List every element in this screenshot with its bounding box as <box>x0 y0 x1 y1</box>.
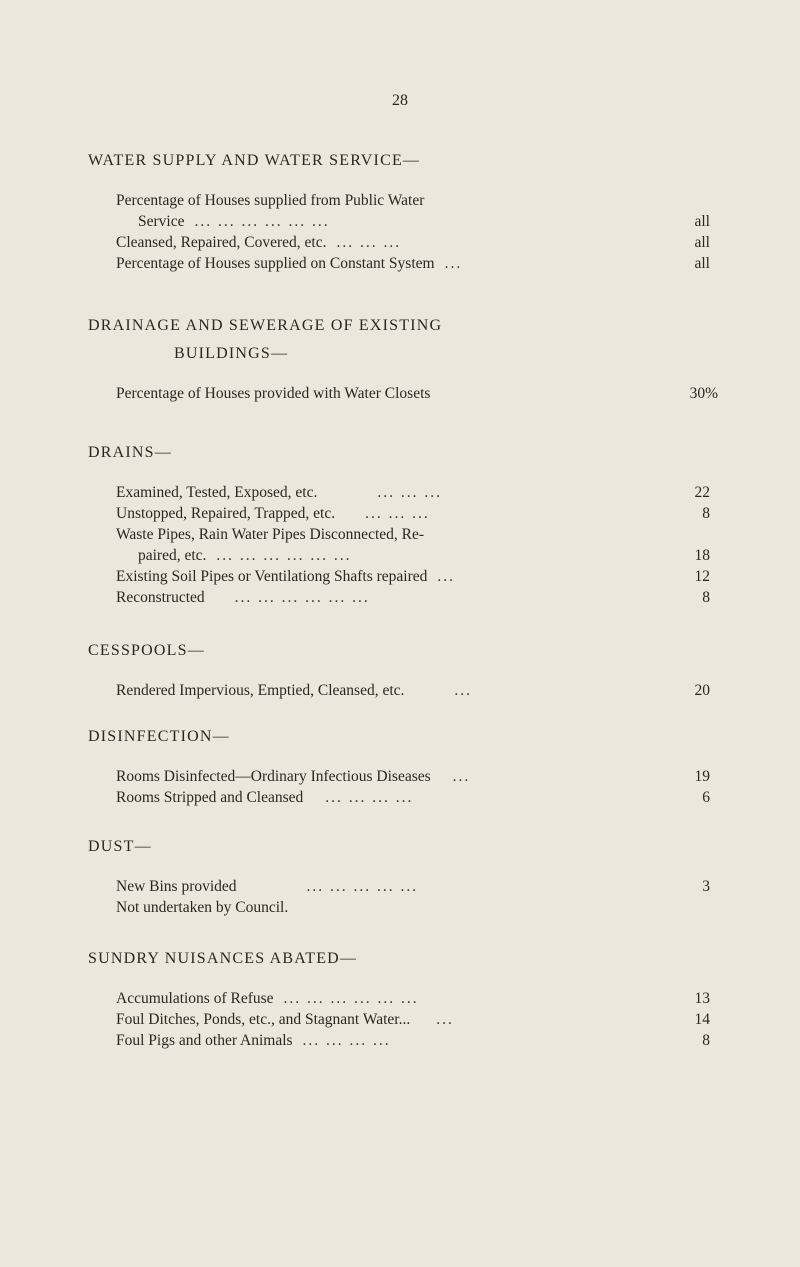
table-row <box>88 524 728 566</box>
row-value: 6 <box>702 789 710 806</box>
section-heading: DRAINS— <box>88 444 172 461</box>
table-row <box>88 383 728 404</box>
table-row <box>88 190 728 232</box>
leader-dots: ... <box>454 682 473 699</box>
table-row <box>88 253 728 274</box>
leader-dots: ... <box>436 1011 454 1028</box>
row-value: all <box>694 234 710 251</box>
row-label: Rendered Impervious, Emptied, Cleansed, etc. <box>116 682 405 699</box>
row-label: Foul Pigs and other Animals <box>116 1032 293 1049</box>
row-value: 8 <box>702 1032 710 1049</box>
leader-dots: ... <box>452 768 471 785</box>
table-row <box>88 587 728 608</box>
row-label-continued: Service <box>138 213 185 230</box>
section-sundry-nuisances <box>88 948 728 1051</box>
row-label: Accumulations of Refuse <box>116 990 274 1007</box>
row-label: Foul Ditches, Ponds, etc., and Stagnant Water... <box>116 1011 411 1028</box>
row-label: Existing Soil Pipes or Ventilationg Shafts repaired <box>116 568 428 585</box>
leader-dots: ... ... ... ... ... ... <box>283 990 419 1007</box>
section-drainage <box>88 315 728 404</box>
row-value: 30% <box>689 385 718 402</box>
row-label: Cleansed, Repaired, Covered, etc. <box>116 234 327 251</box>
leader-dots: ... ... ... ... ... ... <box>234 589 370 606</box>
leader-dots: ... ... ... <box>365 505 430 522</box>
row-value: 20 <box>694 682 710 699</box>
section-heading-line2: BUILDINGS— <box>174 345 289 362</box>
row-value: 8 <box>702 589 710 606</box>
section-heading-line1: DRAINAGE AND SEWERAGE OF EXISTING <box>88 317 443 334</box>
row-value: 13 <box>694 990 710 1007</box>
row-label: Waste Pipes, Rain Water Pipes Disconnected, Re- <box>116 526 425 543</box>
row-label: Examined, Tested, Exposed, etc. <box>116 484 318 501</box>
section-cesspools <box>88 640 728 701</box>
table-row <box>88 787 728 808</box>
table-row <box>88 1009 728 1030</box>
row-label: Rooms Stripped and Cleansed <box>116 789 304 806</box>
section-heading: WATER SUPPLY AND WATER SERVICE— <box>88 152 421 169</box>
section-dust <box>88 836 728 918</box>
row-label: Reconstructed <box>116 589 205 606</box>
row-label: Percentage of Houses supplied from Public Water <box>116 192 425 209</box>
row-value: 22 <box>694 484 710 501</box>
row-value: 8 <box>702 505 710 522</box>
leader-dots: ... ... ... ... ... <box>306 878 419 895</box>
table-row <box>88 680 728 701</box>
table-row <box>88 482 728 503</box>
table-row <box>88 876 728 897</box>
section-heading: SUNDRY NUISANCES ABATED— <box>88 950 358 967</box>
row-value: 19 <box>694 768 710 785</box>
leader-dots: ... ... ... ... ... ... <box>216 547 352 564</box>
page-number: 28 <box>392 92 408 109</box>
leader-dots: ... ... ... ... ... ... <box>194 213 330 230</box>
leader-dots: ... <box>437 568 456 585</box>
row-value: 3 <box>702 878 710 895</box>
leader-dots: ... ... ... ... <box>302 1032 391 1049</box>
section-heading: CESSPOOLS— <box>88 642 205 659</box>
table-row <box>88 232 728 253</box>
row-label: Not undertaken by Council. <box>116 899 289 916</box>
row-label: Percentage of Houses provided with Water Closets <box>116 385 431 402</box>
row-value: all <box>694 213 710 230</box>
section-heading: DISINFECTION— <box>88 728 230 745</box>
row-label: Rooms Disinfected—Ordinary Infectious Diseases <box>116 768 431 785</box>
section-disinfection <box>88 726 728 808</box>
row-label: Percentage of Houses supplied on Constant System <box>116 255 435 272</box>
table-row <box>88 766 728 787</box>
table-row <box>88 988 728 1009</box>
table-row <box>88 503 728 524</box>
row-label: Unstopped, Repaired, Trapped, etc. <box>116 505 336 522</box>
leader-dots: ... ... ... <box>336 234 402 251</box>
row-value: 12 <box>694 568 710 585</box>
row-label: New Bins provided <box>116 878 237 895</box>
table-row <box>88 897 728 918</box>
leader-dots: ... ... ... ... <box>325 789 414 806</box>
section-drains <box>88 442 728 608</box>
section-heading: DUST— <box>88 838 152 855</box>
table-row <box>88 566 728 587</box>
row-label-continued: paired, etc. <box>138 547 207 564</box>
row-value: 18 <box>694 547 710 564</box>
row-value: 14 <box>694 1011 710 1028</box>
row-value: all <box>694 255 710 272</box>
leader-dots: ... <box>444 255 463 272</box>
section-heading <box>88 315 728 365</box>
leader-dots: ... ... ... <box>377 484 442 501</box>
section-water-supply <box>88 150 728 274</box>
table-row <box>88 1030 728 1051</box>
